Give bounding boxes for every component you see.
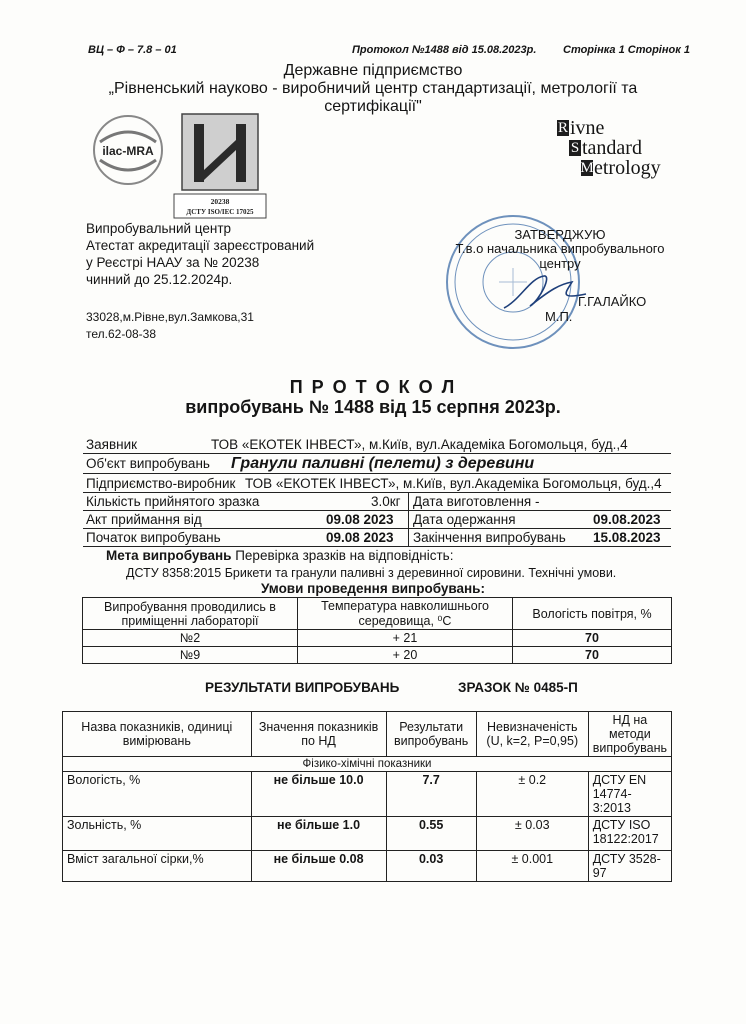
rsm-letter-s: S (570, 139, 580, 156)
applicant-label: Заявник (86, 437, 138, 452)
act-row (83, 511, 671, 529)
rsm-letter-r: R (557, 119, 568, 136)
goal-text: Перевірка зразків на відповідність: (235, 548, 454, 563)
table-row (63, 817, 672, 851)
conditions-table (82, 597, 672, 664)
ilac-mra-logo (90, 112, 166, 188)
act-label: Акт приймання від (86, 512, 202, 527)
table-cell: №2 (83, 630, 298, 647)
protocol-ref: Протокол №1488 від 15.08.2023р. (352, 44, 537, 56)
table-cell: + 20 (298, 647, 513, 664)
table-cell: 0.55 (386, 817, 476, 851)
rsm-word-1: ivne (570, 116, 605, 139)
qty-row (83, 493, 671, 511)
accred-standard: ДСТУ ISO/IEC 17025 (186, 208, 254, 216)
lab-line-3: у Реєстрі НААУ за № 20238 (86, 255, 260, 270)
table-row (83, 647, 672, 664)
maker-row (83, 475, 671, 493)
org-line-1: Державне підприємство (283, 62, 463, 79)
table-cell: не більше 0.08 (251, 851, 386, 882)
table-row (63, 772, 672, 817)
results-header-cell: Значення показників по НД (251, 712, 386, 757)
table-cell: Вміст загальної сірки,% (63, 851, 252, 882)
results-header-cell: Невизначеність (U, k=2, P=0,95) (476, 712, 588, 757)
object-row (83, 455, 671, 474)
doc-title: П Р О Т О К О Л (289, 377, 457, 397)
conditions-header-cell: Вологість повітря, % (513, 598, 672, 630)
table-cell: 70 (513, 647, 672, 664)
results-header-cell: НД на методи випробувань (588, 712, 671, 757)
maker-value: ТОВ «ЕКОТЕК ІНВЕСТ», м.Київ, вул.Академіка Богомольця, буд.,4 (245, 476, 662, 491)
table-row (63, 851, 672, 882)
conditions-header-row (83, 598, 672, 630)
table-cell: ± 0.2 (476, 772, 588, 817)
table-cell: не більше 1.0 (251, 817, 386, 851)
table-cell: ДСТУ EN 14774-3:2013 (588, 772, 671, 817)
table-cell: №9 (83, 647, 298, 664)
lab-info (86, 220, 314, 288)
lab-address: 33028,м.Рівне,вул.Замкова,31 (86, 310, 254, 324)
end-label: Закінчення випробувань (413, 530, 566, 545)
applicant-value: ТОВ «ЕКОТЕК ІНВЕСТ», м.Київ, вул.Академіка Богомольця, буд.,4 (211, 437, 628, 452)
goal-label: Мета випробувань (106, 548, 232, 563)
naau-accreditation-logo (172, 110, 268, 222)
results-title: РЕЗУЛЬТАТИ ВИПРОБУВАНЬ (205, 680, 400, 695)
table-cell: ± 0.03 (476, 817, 588, 851)
results-header-cell: Назва показників, одиниці вимірювань (63, 712, 252, 757)
goal (106, 548, 453, 563)
qty-value: 3.0кг (371, 494, 401, 509)
start-label: Початок випробувань (86, 530, 221, 545)
table-cell: ДСТУ 3528-97 (588, 851, 671, 882)
lab-line-4: чинний до 25.12.2024р. (86, 272, 233, 287)
lab-line-1: Випробувальний центр (86, 221, 232, 236)
qty-label: Кількість прийнятого зразка (86, 494, 260, 509)
approve-role-1: Т.в.о начальника випробувального (455, 241, 665, 256)
conditions-header-cell: Температура навколишнього середовища, ⁰С (298, 598, 513, 630)
table-cell: + 21 (298, 630, 513, 647)
table-cell: ± 0.001 (476, 851, 588, 882)
results-section: Фізико-хімічні показники (63, 757, 672, 772)
goal-standard: ДСТУ 8358:2015 Брикети та гранули паливні з деревинної сировини. Технічні умови. (126, 566, 617, 580)
act-value: 09.08 2023 (326, 512, 394, 527)
ilac-text: ilac-MRA (102, 144, 154, 158)
results-header-row (63, 712, 672, 757)
object-label: Об'єкт випробувань (86, 456, 210, 471)
table-cell: ДСТУ ISO 18122:2017 (588, 817, 671, 851)
doc-subtitle: випробувань № 1488 від 15 серпня 2023р. (185, 397, 561, 417)
page-info: Сторінка 1 Сторінок 1 (563, 44, 690, 56)
rsm-word-3: etrology (594, 156, 661, 179)
received-label: Дата одержання (413, 512, 516, 527)
approve-role-2: центру (539, 256, 581, 271)
table-cell: 0.03 (386, 851, 476, 882)
table-cell: не більше 10.0 (251, 772, 386, 817)
conditions-header-cell: Випробування проводились в приміщенні лабораторії (83, 598, 298, 630)
lab-line-2: Атестат акредитації зареєстрований (86, 238, 315, 253)
results-section-row (63, 757, 672, 772)
maker-label: Підприємство-виробник (86, 476, 236, 491)
table-cell: 7.7 (386, 772, 476, 817)
made-label: Дата виготовлення - (413, 494, 540, 509)
org-line-3: сертифікації" (324, 98, 422, 115)
form-code: ВЦ – Ф – 7.8 – 01 (88, 44, 177, 56)
table-cell: Вологість, % (63, 772, 252, 817)
accred-number: 20238 (210, 197, 230, 206)
table-cell: Зольність, % (63, 817, 252, 851)
approve-seal: М.П. (545, 309, 573, 324)
rsm-letter-m: M (580, 159, 594, 176)
lab-phone: тел.62-08-38 (86, 327, 157, 341)
applicant-row (83, 436, 671, 454)
conditions-title: Умови проведення випробувань: (261, 581, 485, 596)
table-row (83, 630, 672, 647)
rsm-logo (545, 118, 675, 184)
results-table (62, 711, 672, 882)
results-header-cell: Результати випробувань (386, 712, 476, 757)
start-row (83, 529, 671, 547)
end-value: 15.08.2023 (593, 530, 661, 545)
rsm-word-2: tandard (582, 136, 642, 159)
results-sample: ЗРАЗОК № 0485-П (458, 680, 578, 695)
table-cell: 70 (513, 630, 672, 647)
approve-title: ЗАТВЕРДЖУЮ (514, 227, 606, 242)
start-value: 09.08 2023 (326, 530, 394, 545)
approve-name: Г.ГАЛАЙКО (578, 294, 647, 309)
org-line-2: „Рівненський науково - виробничий центр стандартизації, метрології та (108, 80, 638, 97)
lab-contact (86, 309, 254, 343)
received-value: 09.08.2023 (593, 512, 661, 527)
object-value: Гранули паливні (пелети) з деревини (231, 455, 535, 472)
